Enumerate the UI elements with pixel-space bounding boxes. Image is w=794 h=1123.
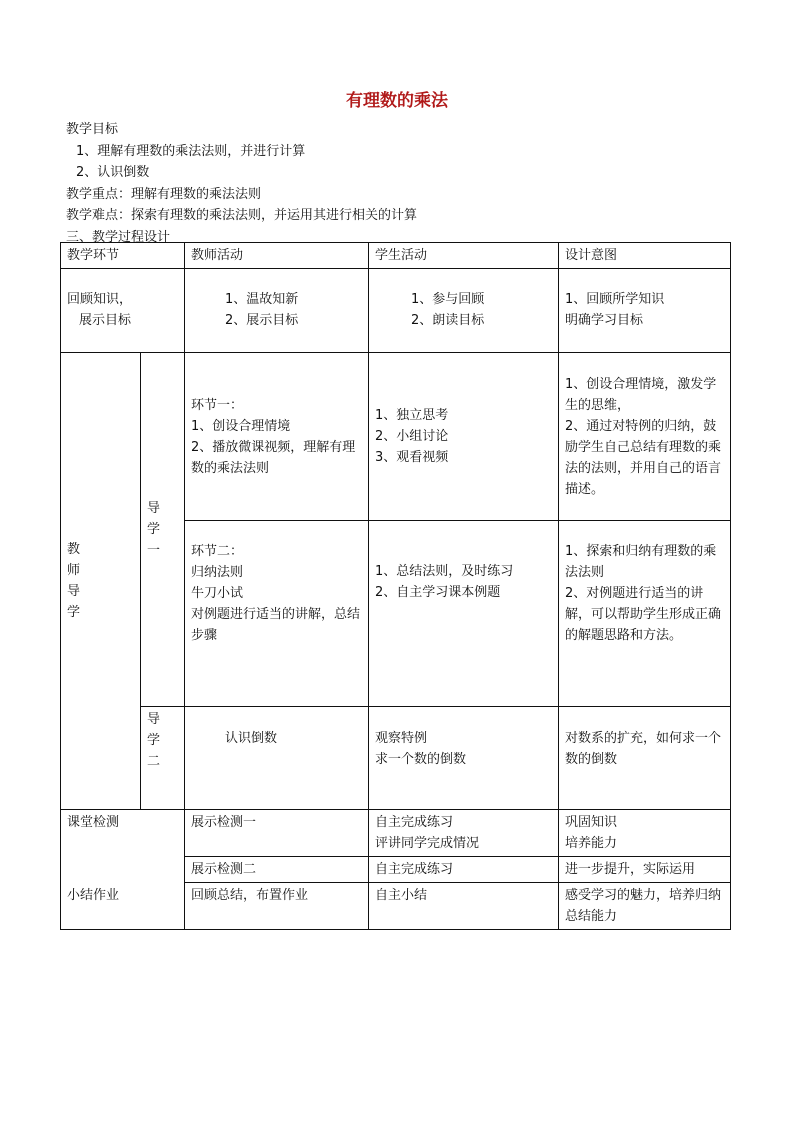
guide1-label: 导 学 一 [141,353,185,707]
document-title: 有理数的乘法 [346,91,448,111]
summary-student: 自主小结 [369,883,559,930]
review-row [61,269,731,353]
check2-intent: 进一步提升，实际运用 [559,857,731,883]
step2-teacher: 环节二： 归纳法则 牛刀小试 对例题进行适当的讲解，总结步骤 [185,521,369,707]
step1-student: 1、独立思考 2、小组讨论 3、观看视频 [369,353,559,521]
check2-student: 自主完成练习 [369,857,559,883]
process-heading: 三、教学过程设计 [66,229,171,245]
check-row-1 [61,810,731,857]
guide2-label: 导 学 二 [141,707,185,810]
review-teacher: 1、温故知新 2、展示目标 [185,269,369,353]
check1-teacher: 展示检测一 [185,810,369,857]
review-student: 1、参与回顾 2、朗读目标 [369,269,559,353]
check-stage: 课堂检测 [61,810,185,857]
step2-student: 1、总结法则，及时练习 2、自主学习课本例题 [369,521,559,707]
lesson-plan-table [60,242,731,930]
header-teacher: 教师活动 [185,243,369,269]
check2-teacher: 展示检测二 [185,857,369,883]
check-stage-blank [61,857,185,883]
guide-main-label: 教 师 导 学 [61,353,141,810]
guide2-student: 观察特例 求一个数的倒数 [369,707,559,810]
check-row-2 [61,857,731,883]
review-intent: 1、回顾所学知识 明确学习目标 [559,269,731,353]
intro-heading: 教学目标 [66,122,119,137]
step1-intent: 1、创设合理情境，激发学生的思维， 2、通过对特例的归纳，鼓励学生自己总结有理数的乘法的法则，并用自己的语言描述。 [559,353,731,521]
guide2-row [61,707,731,810]
key-point: 教学重点：理解有理数的乘法法则 [66,186,262,202]
guide1-step1-row [61,353,731,521]
difficult-point: 教学难点：探索有理数的乘法法则，并运用其进行相关的计算 [66,208,418,223]
summary-stage: 小结作业 [61,883,185,930]
step2-intent: 1、探索和归纳有理数的乘法法则 2、对例题进行适当的讲解，可以帮助学生形成正确的解题思路和方法。 [559,521,731,707]
header-student: 学生活动 [369,243,559,269]
header-stage: 教学环节 [61,243,185,269]
intro-section [66,119,417,248]
summary-intent: 感受学习的魅力，培养归纳总结能力 [559,883,731,930]
header-row [61,243,731,269]
check1-intent: 巩固知识 培养能力 [559,810,731,857]
header-intent: 设计意图 [559,243,731,269]
step1-teacher: 环节一： 1、创设合理情境 2、播放微课视频，理解有理数的乘法法则 [185,353,369,521]
summary-row [61,883,731,930]
goal-2: 2、认识倒数 [76,165,150,180]
guide2-teacher: 认识倒数 [185,707,369,810]
review-stage: 回顾知识， 展示目标 [61,269,185,353]
check1-student: 自主完成练习 评讲同学完成情况 [369,810,559,857]
summary-teacher: 回顾总结，布置作业 [185,883,369,930]
guide2-intent: 对数系的扩充，如何求一个数的倒数 [559,707,731,810]
goal-1: 1、理解有理数的乘法法则，并进行计算 [76,143,306,159]
